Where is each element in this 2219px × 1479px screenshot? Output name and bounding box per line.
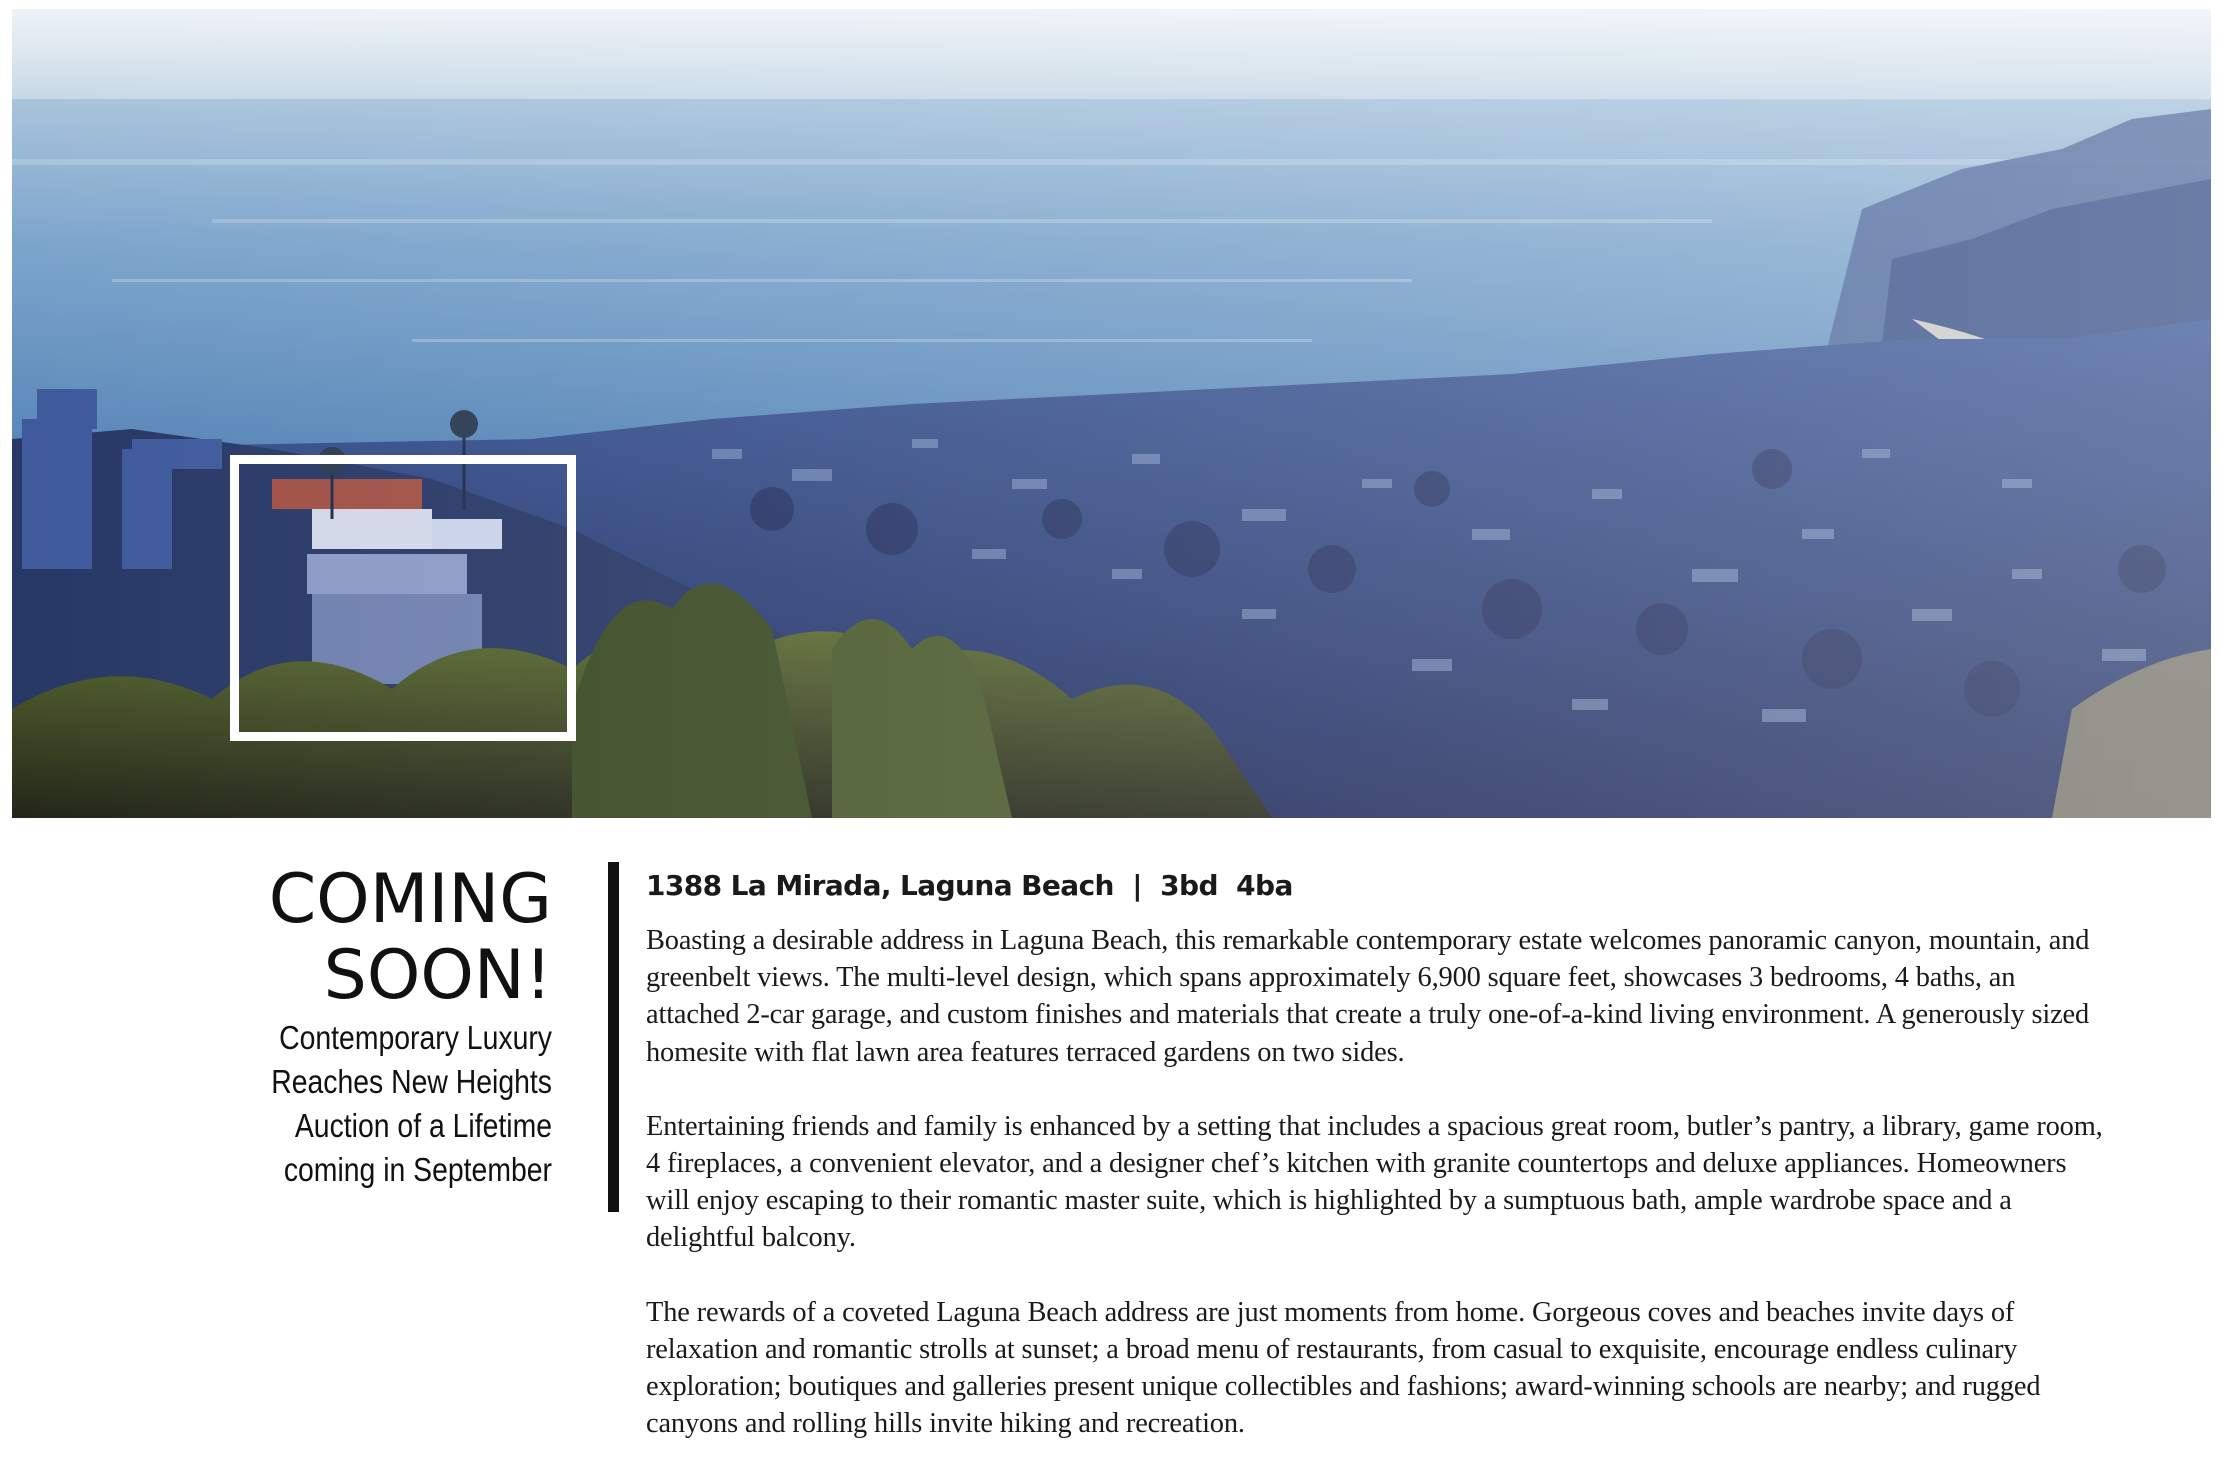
headline-coming: COMING: [268, 860, 552, 939]
tagline-line-3: Auction of a Lifetime: [294, 1107, 552, 1144]
vertical-divider: [608, 862, 619, 1212]
tagline-line-4: coming in September: [283, 1151, 552, 1188]
headline-block: [150, 862, 552, 1192]
headline-soon: SOON!: [323, 936, 552, 1015]
listing-description: [646, 866, 2106, 1479]
description-paragraph-2: Entertaining friends and family is enhanced by a setting that includes a spacious great room, butler’s pantry, a library, game room, 4 fireplaces, a convenient elevator, and a designer chef’s kitchen with granite countertops and deluxe appliances. Homeowners will enjoy escaping to their romantic master suite, which is highlighted by a sumptuous bath, ample wardrobe space and a delightful balcony.: [646, 1110, 2103, 1254]
description-paragraph-3: The rewards of a coveted Laguna Beach address are just moments from home. Gorgeous coves and beaches invite days of relaxation and romantic strolls at sunset; a broad menu of restaurants, from casual to exquisite, encourage endless culinary exploration; boutiques and galleries present unique collectibles and fashions; award-winning schools are nearby; and rugged canyons and rolling hills invite hiking and recreation.: [646, 1296, 2041, 1440]
description-paragraph-1: Boasting a desirable address in Laguna Beach, this remarkable contemporary estate welcomes panoramic canyon, mountain, and greenbelt views. The multi-level design, which spans approximately 6,900 square feet, showcases 3 bedrooms, 4 baths, an attached 2-car garage, and custom finishes and materials that create a truly one-of-a-kind living environment. A generously sized homesite with flat lawn area features terraced gardens on two sides.: [646, 925, 2090, 1068]
listing-address: 1388 La Mirada, Laguna Beach | 3bd 4ba: [646, 869, 1293, 902]
highlight-frame: [230, 455, 576, 741]
tagline-line-1: Contemporary Luxury: [279, 1019, 552, 1056]
tagline-line-2: Reaches New Heights: [271, 1063, 552, 1100]
hero-photo: [12, 9, 2211, 818]
